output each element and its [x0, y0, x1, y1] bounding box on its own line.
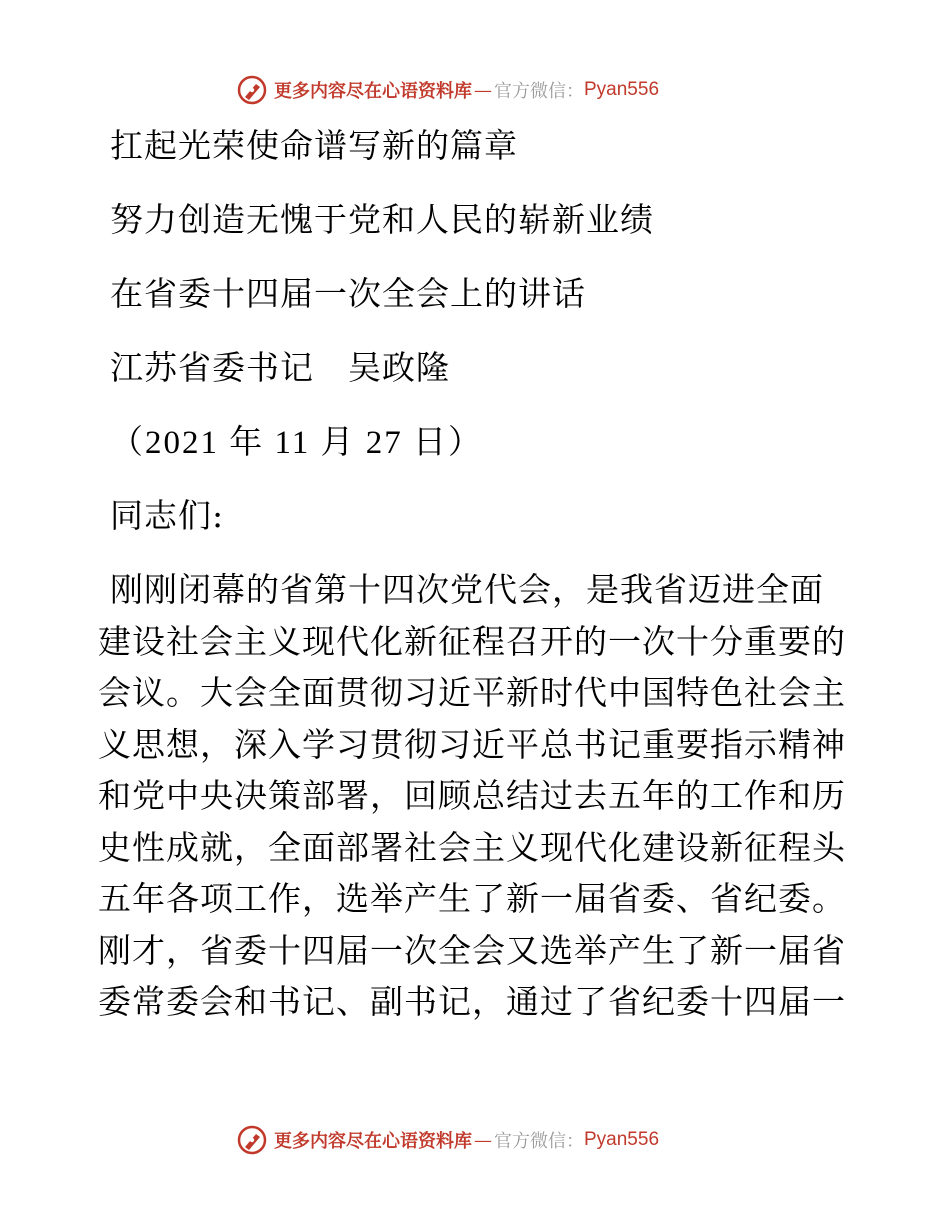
banner-text-gray: 官方微信： [494, 81, 584, 102]
body-line: 义思想，深入学习贯彻习近平总书记重要指示精神 [98, 724, 846, 764]
document-subtitle: 在省委十四届一次全会上的讲话 [110, 274, 586, 313]
body-line: 五年各项工作，选举产生了新一届省委、省纪委。 [98, 879, 846, 918]
header-watermark-banner [236, 73, 659, 107]
body-line: 刚刚闭幕的省第十四次党代会，是我省迈进全面 [110, 570, 824, 609]
banner-text-gray: 官方微信： [494, 1131, 584, 1152]
banner-wechat-id: Pyan556 [584, 79, 660, 100]
document-title-line-2: 努力创造无愧于党和人民的崭新业绩 [110, 200, 654, 239]
body-line: 刚才，省委十四届一次全会又选举产生了新一届省 [98, 930, 846, 970]
pen-circle-logo-icon [236, 74, 268, 106]
salutation: 同志们: [110, 496, 225, 535]
document-date: （2021 年 11 月 27 日） [110, 425, 484, 461]
body-line: 和党中央决策部署，回顾总结过去五年的工作和历 [98, 776, 846, 815]
banner-wechat-id: Pyan556 [584, 1129, 660, 1150]
pen-circle-logo-icon [236, 1124, 268, 1156]
banner-text-red: 更多内容尽在心语资料库 [274, 1131, 472, 1152]
body-line: 委常委会和书记、副书记，通过了省纪委十四届一 [98, 982, 846, 1021]
document-author: 江苏省委书记 吴政隆 [110, 348, 450, 387]
body-line: 史性成就，全面部署社会主义现代化建设新征程头 [98, 827, 846, 867]
banner-text-red: 更多内容尽在心语资料库 [274, 81, 472, 102]
footer-watermark-banner [236, 1123, 659, 1157]
document-title-line-1: 扛起光荣使命谱写新的篇章 [110, 126, 518, 165]
body-line: 建设社会主义现代化新征程召开的一次十分重要的 [98, 621, 846, 661]
banner-separator: — [474, 79, 492, 101]
banner-separator: — [474, 1129, 492, 1151]
body-paragraph [98, 564, 858, 1028]
body-line: 会议。大会全面贯彻习近平新时代中国特色社会主 [98, 673, 846, 712]
